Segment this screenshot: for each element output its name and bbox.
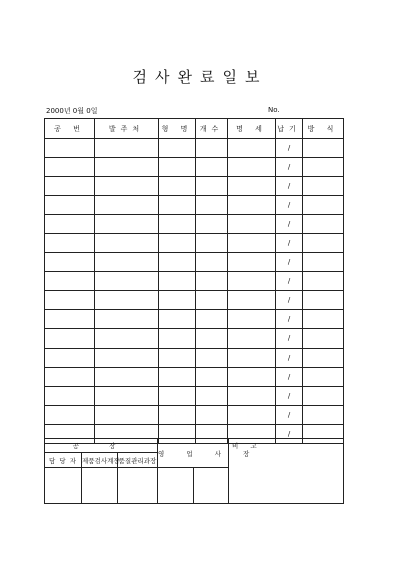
table-cell[interactable] — [159, 158, 196, 177]
table-cell[interactable] — [196, 291, 228, 310]
table-cell[interactable] — [95, 348, 159, 367]
table-cell[interactable] — [159, 272, 196, 291]
table-cell[interactable] — [228, 158, 276, 177]
column-header-client: 발주처 — [95, 119, 159, 139]
table-cell[interactable] — [95, 158, 159, 177]
table-row — [45, 177, 344, 196]
table-cell[interactable] — [276, 253, 303, 272]
table-cell[interactable] — [45, 139, 95, 158]
table-cell[interactable] — [196, 310, 228, 329]
approval-table — [44, 438, 344, 504]
table-cell[interactable] — [196, 139, 228, 158]
table-cell[interactable] — [303, 310, 344, 329]
column-header-quantity: 개수 — [196, 119, 228, 139]
factory-label: 공 장 — [45, 439, 158, 453]
delivery-date-slash: / — [287, 315, 291, 324]
table-cell[interactable] — [303, 291, 344, 310]
delivery-date-slash: / — [287, 201, 291, 210]
table-cell[interactable] — [45, 405, 95, 424]
table-cell[interactable] — [276, 177, 303, 196]
table-cell[interactable] — [95, 139, 159, 158]
table-cell[interactable] — [45, 367, 95, 386]
delivery-date-slash: / — [287, 182, 291, 191]
table-cell[interactable] — [276, 386, 303, 405]
table-cell[interactable] — [228, 234, 276, 253]
table-cell[interactable] — [196, 234, 228, 253]
table-cell[interactable] — [276, 367, 303, 386]
table-cell[interactable] — [95, 272, 159, 291]
table-cell[interactable] — [303, 272, 344, 291]
signature-box-quality-chief[interactable] — [118, 468, 158, 504]
table-row — [45, 272, 344, 291]
table-cell[interactable] — [196, 367, 228, 386]
signature-box-president[interactable] — [194, 468, 229, 504]
column-header-specification: 명 세 — [228, 119, 276, 139]
table-cell[interactable] — [276, 215, 303, 234]
table-row — [45, 405, 344, 424]
signature-box-inspection-chief[interactable] — [82, 468, 118, 504]
table-row — [45, 215, 344, 234]
table-cell[interactable] — [45, 177, 95, 196]
delivery-date-slash: / — [287, 410, 291, 419]
signature-box-manager[interactable] — [45, 468, 82, 504]
table-cell[interactable] — [228, 196, 276, 215]
table-cell[interactable] — [45, 310, 95, 329]
signer-manager-label: 담 당 자 — [45, 453, 82, 468]
table-cell[interactable] — [159, 367, 196, 386]
table-cell[interactable] — [45, 158, 95, 177]
table-cell[interactable] — [303, 196, 344, 215]
table-cell[interactable] — [228, 253, 276, 272]
table-cell[interactable] — [196, 215, 228, 234]
table-cell[interactable] — [228, 291, 276, 310]
delivery-date-slash: / — [287, 239, 291, 248]
column-header-model: 형 명 — [159, 119, 196, 139]
table-cell[interactable] — [95, 367, 159, 386]
delivery-date-slash: / — [287, 391, 291, 400]
table-cell[interactable] — [228, 215, 276, 234]
table-cell[interactable] — [95, 329, 159, 348]
delivery-date-slash: / — [287, 220, 291, 229]
table-cell[interactable] — [276, 291, 303, 310]
table-cell[interactable] — [228, 310, 276, 329]
table-cell[interactable] — [95, 253, 159, 272]
table-row — [45, 329, 344, 348]
table-cell[interactable] — [303, 348, 344, 367]
table-cell[interactable] — [45, 329, 95, 348]
table-cell[interactable] — [45, 272, 95, 291]
table-cell[interactable] — [95, 291, 159, 310]
table-row — [45, 291, 344, 310]
column-header-method: 방 식 — [303, 119, 344, 139]
table-cell[interactable] — [45, 215, 95, 234]
report-number-label: No. — [268, 106, 280, 114]
delivery-date-slash: / — [287, 334, 291, 343]
table-cell[interactable] — [196, 348, 228, 367]
table-cell[interactable] — [159, 196, 196, 215]
table-cell[interactable] — [276, 310, 303, 329]
table-cell[interactable] — [95, 405, 159, 424]
table-cell[interactable] — [276, 196, 303, 215]
table-row — [45, 386, 344, 405]
table-cell[interactable] — [45, 348, 95, 367]
table-row — [45, 348, 344, 367]
table-cell[interactable] — [159, 291, 196, 310]
table-cell[interactable] — [95, 310, 159, 329]
table-cell[interactable] — [196, 158, 228, 177]
table-cell[interactable] — [303, 215, 344, 234]
table-cell[interactable] — [45, 234, 95, 253]
table-cell[interactable] — [276, 405, 303, 424]
inspection-table — [44, 118, 344, 444]
table-cell[interactable] — [228, 329, 276, 348]
table-cell[interactable] — [228, 405, 276, 424]
table-cell[interactable] — [159, 329, 196, 348]
table-header-row — [45, 119, 344, 139]
table-cell[interactable] — [276, 329, 303, 348]
delivery-date-slash: / — [287, 353, 291, 362]
table-cell[interactable] — [159, 253, 196, 272]
table-cell[interactable] — [159, 405, 196, 424]
table-row — [45, 158, 344, 177]
table-cell[interactable] — [196, 196, 228, 215]
table-cell[interactable] — [303, 158, 344, 177]
table-cell[interactable] — [303, 329, 344, 348]
table-cell[interactable] — [95, 177, 159, 196]
remarks-label: 비 고 — [229, 439, 344, 504]
table-cell[interactable] — [95, 196, 159, 215]
table-cell[interactable] — [303, 367, 344, 386]
signature-box-sales[interactable] — [158, 468, 194, 504]
table-cell[interactable] — [303, 253, 344, 272]
table-cell[interactable] — [303, 405, 344, 424]
table-row — [45, 367, 344, 386]
table-cell[interactable] — [196, 253, 228, 272]
table-cell[interactable] — [276, 158, 303, 177]
table-cell[interactable] — [45, 253, 95, 272]
table-cell[interactable] — [276, 272, 303, 291]
table-cell[interactable] — [196, 177, 228, 196]
table-cell[interactable] — [303, 177, 344, 196]
table-cell[interactable] — [45, 196, 95, 215]
table-cell[interactable] — [303, 234, 344, 253]
table-row — [45, 310, 344, 329]
table-cell[interactable] — [159, 310, 196, 329]
table-cell[interactable] — [228, 272, 276, 291]
report-date: 2000년 0월 0일 — [46, 107, 98, 115]
table-cell[interactable] — [159, 177, 196, 196]
delivery-date-slash: / — [287, 277, 291, 286]
column-header-delivery: 납기 — [276, 119, 303, 139]
table-cell[interactable] — [276, 234, 303, 253]
table-cell[interactable] — [228, 367, 276, 386]
table-cell[interactable] — [303, 386, 344, 405]
delivery-date-slash: / — [287, 429, 291, 438]
table-cell[interactable] — [228, 139, 276, 158]
table-cell[interactable] — [303, 139, 344, 158]
table-cell[interactable] — [228, 348, 276, 367]
delivery-date-slash: / — [287, 163, 291, 172]
page-title: 검사완료일보 — [132, 68, 268, 86]
table-cell[interactable] — [228, 386, 276, 405]
table-row — [45, 139, 344, 158]
table-row — [45, 234, 344, 253]
signer-quality-chief-label: 품질관리과장 — [118, 453, 158, 468]
table-cell[interactable] — [95, 234, 159, 253]
table-cell[interactable] — [196, 405, 228, 424]
table-cell[interactable] — [159, 234, 196, 253]
table-cell[interactable] — [159, 215, 196, 234]
column-header-job-number: 공 번 — [45, 119, 95, 139]
table-cell[interactable] — [276, 139, 303, 158]
table-cell[interactable] — [228, 177, 276, 196]
delivery-date-slash: / — [287, 258, 291, 267]
table-row — [45, 253, 344, 272]
delivery-date-slash: / — [287, 372, 291, 381]
table-cell[interactable] — [196, 272, 228, 291]
table-cell[interactable] — [95, 215, 159, 234]
table-cell[interactable] — [95, 386, 159, 405]
table-cell[interactable] — [159, 139, 196, 158]
table-cell[interactable] — [196, 329, 228, 348]
sales-label: 영 업 사 장 — [158, 439, 229, 468]
table-cell[interactable] — [159, 348, 196, 367]
signer-inspection-chief-label: 제품검사계장 — [82, 453, 118, 468]
delivery-date-slash: / — [287, 296, 291, 305]
table-cell[interactable] — [45, 386, 95, 405]
table-cell[interactable] — [45, 291, 95, 310]
table-cell[interactable] — [276, 348, 303, 367]
delivery-date-slash: / — [287, 144, 291, 153]
table-cell[interactable] — [159, 386, 196, 405]
table-cell[interactable] — [196, 386, 228, 405]
table-row — [45, 196, 344, 215]
